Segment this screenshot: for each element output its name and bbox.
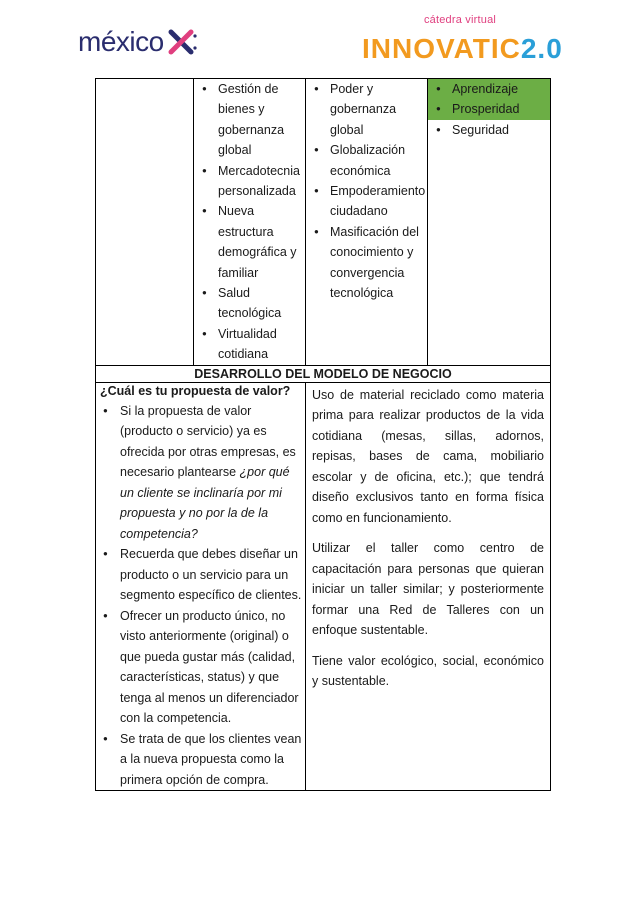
- trends-list-4: [428, 120, 550, 140]
- section-title-row: [96, 365, 551, 382]
- answer-paragraph: Utilizar el taller como centro de capacitación para personas que quieran iniciar un taller similar; y posteriormente formar una Red de Talleres con un enfoque sustentable.: [312, 541, 544, 638]
- trend-item: ● Seguridad: [428, 120, 550, 140]
- trend-item: ● Globalización económica: [306, 140, 427, 181]
- value-proposition-row: [96, 382, 551, 791]
- trend-item-highlighted: ● Aprendizaje: [428, 79, 550, 99]
- innovatic-word: INNOVATIC: [362, 33, 521, 64]
- answer-paragraph: Tiene valor ecológico, social, económico y sustentable.: [312, 653, 544, 689]
- innovatic-wordmark: [362, 33, 563, 65]
- trend-item-highlighted: ● Prosperidad: [428, 99, 550, 119]
- trend-item: ● Poder y gobernanza global: [306, 79, 427, 140]
- guidance-item: ● Recuerda que debes diseñar un producto o un servicio para un segmento específico de clientes.: [96, 544, 305, 606]
- trend-item: ● Empoderamiento ciudadano: [306, 181, 427, 222]
- value-proposition-question: ¿Cuál es tu propuesta de valor?: [100, 383, 291, 398]
- trend-item: ● Virtualidad cotidiana: [194, 324, 305, 365]
- trend-item: ● Salud tecnológica: [194, 283, 305, 324]
- trend-item: ● Mercadotecnia personalizada: [194, 161, 305, 202]
- trend-item: ● Nueva estructura demográfica y familiar: [194, 201, 305, 283]
- value-proposition-question-cell: [96, 382, 306, 791]
- trends-col-2: [194, 79, 306, 366]
- answer-paragraph: Uso de material reciclado como materia prima para realizar productos de la vida cotidiana (mesas, sillas, adornos, repisas, bases de cama, mobiliario escolar y de oficina, etc.); que tendrá diseño exclusivos tanto en forma física como en funcionamiento.: [312, 387, 544, 525]
- trends-list-2: [194, 79, 305, 365]
- trend-item: ● Masificación del conocimiento y convergencia tecnológica: [306, 222, 427, 304]
- guidance-list: [96, 401, 305, 791]
- section-title: DESARROLLO DEL MODELO DE NEGOCIO: [96, 365, 551, 382]
- trend-item: ● Gestión de bienes y gobernanza global: [194, 79, 305, 161]
- guidance-item: ● Si la propuesta de valor (producto o servicio) ya es ofrecida por otras empresas, es necesario plantearse ¿por qué un cliente se inclinaría por mi propuesta y no por la de la competencia?: [96, 401, 305, 545]
- trends-col-3: [306, 79, 428, 366]
- business-model-table: [95, 78, 551, 791]
- mexico-x-logo: [78, 26, 197, 58]
- trends-list-3: [306, 79, 427, 303]
- x-logo-icon: [165, 26, 197, 58]
- innovatic-version: 2.0: [520, 33, 563, 64]
- guidance-item: ● Ofrecer un producto único, no visto anteriormente (original) o que pueda gustar más (calidad, características, status) y que tenga al menos un diferenciador con la competencia.: [96, 606, 305, 729]
- value-proposition-answer-cell: [306, 382, 551, 791]
- catedra-virtual-text: cátedra virtual: [423, 14, 497, 26]
- mexico-logo-text: méxico: [78, 26, 164, 57]
- empty-cell: [96, 79, 194, 366]
- trends-row: [96, 79, 551, 366]
- trends-col-4: [428, 79, 551, 366]
- trends-list-4-highlighted: [428, 79, 550, 120]
- guidance-item: ● Se trata de que los clientes vean a la nueva propuesta como la primera opción de compra.: [96, 729, 305, 791]
